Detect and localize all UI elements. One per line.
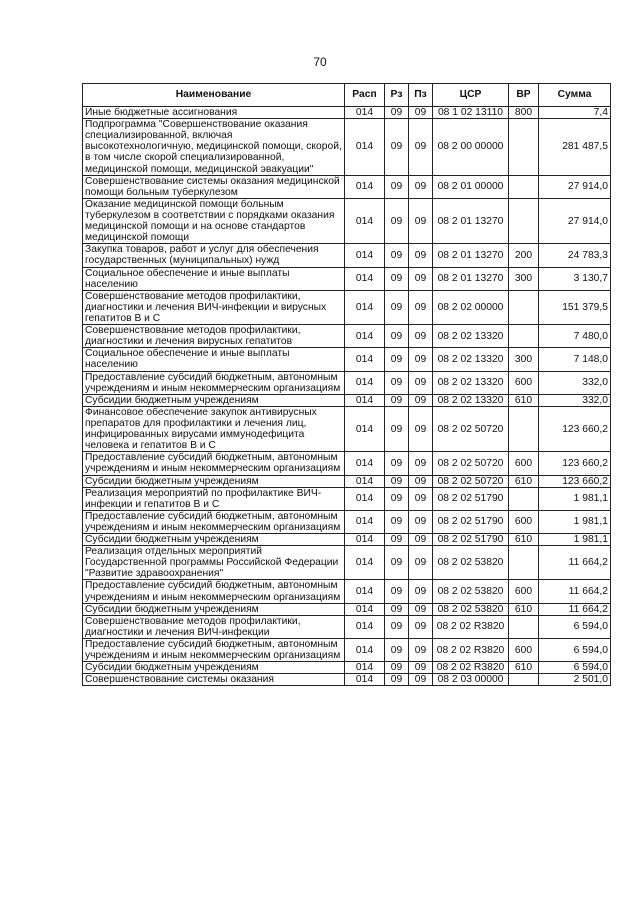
cell-rasp: 014 [345, 580, 385, 603]
cell-sum: 123 660,2 [539, 452, 611, 475]
cell-name: Субсидии бюджетным учреждениям [83, 662, 345, 674]
cell-rz: 09 [385, 603, 409, 615]
cell-rasp: 014 [345, 119, 385, 176]
cell-rz: 09 [385, 662, 409, 674]
cell-csr: 08 2 03 00000 [433, 674, 509, 686]
cell-csr: 08 2 02 13320 [433, 371, 509, 394]
cell-csr: 08 2 01 00000 [433, 175, 509, 198]
cell-vr [509, 406, 539, 451]
cell-name: Предоставление субсидий бюджетным, автономным учреждениям и иным некоммерческим организациям [83, 639, 345, 662]
cell-csr: 08 2 01 13270 [433, 267, 509, 290]
cell-rz: 09 [385, 639, 409, 662]
cell-rz: 09 [385, 371, 409, 394]
table-row [83, 662, 611, 674]
cell-sum: 6 594,0 [539, 639, 611, 662]
cell-sum: 7 148,0 [539, 348, 611, 371]
cell-rasp: 014 [345, 325, 385, 348]
cell-rasp: 014 [345, 198, 385, 243]
cell-rasp: 014 [345, 107, 385, 119]
cell-csr: 08 2 02 53820 [433, 546, 509, 580]
table-row [83, 244, 611, 267]
cell-vr [509, 290, 539, 324]
cell-sum: 1 981,1 [539, 510, 611, 533]
cell-rz: 09 [385, 325, 409, 348]
cell-rasp: 014 [345, 534, 385, 546]
cell-vr [509, 674, 539, 686]
cell-rasp: 014 [345, 487, 385, 510]
cell-csr: 08 2 02 50720 [433, 475, 509, 487]
cell-csr: 08 2 02 51790 [433, 487, 509, 510]
cell-vr [509, 175, 539, 198]
cell-pz: 09 [409, 348, 433, 371]
cell-pz: 09 [409, 452, 433, 475]
cell-rasp: 014 [345, 175, 385, 198]
cell-pz: 09 [409, 290, 433, 324]
table-row [83, 290, 611, 324]
cell-name: Предоставление субсидий бюджетным, автономным учреждениям и иным некоммерческим организациям [83, 580, 345, 603]
table-header-row [83, 84, 611, 107]
cell-vr [509, 615, 539, 638]
cell-pz: 09 [409, 475, 433, 487]
cell-vr: 300 [509, 348, 539, 371]
cell-name: Финансовое обеспечение закупок антивирусных препаратов для профилактики и лечения лиц, инфицированных вирусами иммунодефицита человека и гепатитов В и С [83, 406, 345, 451]
cell-rasp: 014 [345, 348, 385, 371]
cell-rz: 09 [385, 487, 409, 510]
cell-pz: 09 [409, 487, 433, 510]
cell-pz: 09 [409, 107, 433, 119]
table-row [83, 175, 611, 198]
cell-rz: 09 [385, 452, 409, 475]
cell-csr: 08 2 02 R3820 [433, 639, 509, 662]
cell-csr: 08 2 02 00000 [433, 290, 509, 324]
table-row [83, 325, 611, 348]
cell-pz: 09 [409, 580, 433, 603]
cell-rasp: 014 [345, 510, 385, 533]
cell-name: Субсидии бюджетным учреждениям [83, 534, 345, 546]
cell-vr: 800 [509, 107, 539, 119]
table-row [83, 406, 611, 451]
cell-pz: 09 [409, 546, 433, 580]
cell-name: Субсидии бюджетным учреждениям [83, 394, 345, 406]
cell-name: Иные бюджетные ассигнования [83, 107, 345, 119]
cell-sum: 123 660,2 [539, 406, 611, 451]
table-row [83, 452, 611, 475]
cell-name: Совершенствование методов профилактики, диагностики и лечения вирусных гепатитов [83, 325, 345, 348]
cell-sum: 6 594,0 [539, 615, 611, 638]
cell-pz: 09 [409, 198, 433, 243]
cell-rz: 09 [385, 267, 409, 290]
cell-name: Субсидии бюджетным учреждениям [83, 475, 345, 487]
cell-sum: 332,0 [539, 394, 611, 406]
cell-name: Субсидии бюджетным учреждениям [83, 603, 345, 615]
cell-rasp: 014 [345, 244, 385, 267]
table-row [83, 198, 611, 243]
cell-rasp: 014 [345, 603, 385, 615]
cell-sum: 123 660,2 [539, 475, 611, 487]
cell-csr: 08 2 02 R3820 [433, 615, 509, 638]
page-number: 70 [313, 55, 327, 69]
cell-pz: 09 [409, 267, 433, 290]
cell-csr: 08 2 02 50720 [433, 452, 509, 475]
cell-rz: 09 [385, 198, 409, 243]
table-row [83, 603, 611, 615]
cell-vr: 600 [509, 371, 539, 394]
table-row [83, 267, 611, 290]
cell-name: Оказание медицинской помощи больным туберкулезом в соответствии с порядками оказания медицинской помощи и на основе стандартов медицинской помощи [83, 198, 345, 243]
cell-rz: 09 [385, 510, 409, 533]
cell-vr [509, 487, 539, 510]
cell-sum: 6 594,0 [539, 662, 611, 674]
cell-rz: 09 [385, 674, 409, 686]
cell-name: Предоставление субсидий бюджетным, автономным учреждениям и иным некоммерческим организациям [83, 452, 345, 475]
cell-rz: 09 [385, 394, 409, 406]
cell-name: Совершенствование системы оказания [83, 674, 345, 686]
cell-sum: 7 480,0 [539, 325, 611, 348]
table-row [83, 534, 611, 546]
cell-pz: 09 [409, 662, 433, 674]
cell-name: Совершенствование системы оказания медицинской помощи больным туберкулезом [83, 175, 345, 198]
cell-rasp: 014 [345, 452, 385, 475]
cell-rasp: 014 [345, 475, 385, 487]
cell-pz: 09 [409, 175, 433, 198]
cell-sum: 24 783,3 [539, 244, 611, 267]
header-sum: Сумма [539, 84, 611, 107]
cell-vr [509, 325, 539, 348]
cell-pz: 09 [409, 325, 433, 348]
header-rasp: Расп [345, 84, 385, 107]
cell-csr: 08 2 02 51790 [433, 510, 509, 533]
table-row [83, 510, 611, 533]
cell-rz: 09 [385, 107, 409, 119]
cell-rz: 09 [385, 119, 409, 176]
cell-pz: 09 [409, 603, 433, 615]
cell-sum: 332,0 [539, 371, 611, 394]
cell-rz: 09 [385, 546, 409, 580]
cell-vr [509, 119, 539, 176]
cell-vr: 600 [509, 580, 539, 603]
cell-pz: 09 [409, 371, 433, 394]
table-row [83, 394, 611, 406]
cell-sum: 281 487,5 [539, 119, 611, 176]
cell-pz: 09 [409, 119, 433, 176]
cell-sum: 27 914,0 [539, 175, 611, 198]
cell-sum: 1 981,1 [539, 534, 611, 546]
cell-rz: 09 [385, 580, 409, 603]
cell-csr: 08 2 02 13320 [433, 348, 509, 371]
cell-name: Подпрограмма "Совершенствование оказания специализированной, включая высокотехнологичную, медицинской помощи, скорой, в том числе скорой специализированной, медицинской помощи, медицинской эвакуации" [83, 119, 345, 176]
cell-csr: 08 2 02 53820 [433, 603, 509, 615]
cell-rz: 09 [385, 348, 409, 371]
cell-vr: 610 [509, 475, 539, 487]
cell-rz: 09 [385, 615, 409, 638]
cell-pz: 09 [409, 534, 433, 546]
cell-sum: 1 981,1 [539, 487, 611, 510]
cell-name: Предоставление субсидий бюджетным, автономным учреждениям и иным некоммерческим организациям [83, 371, 345, 394]
cell-csr: 08 2 02 51790 [433, 534, 509, 546]
cell-rasp: 014 [345, 662, 385, 674]
cell-csr: 08 2 00 00000 [433, 119, 509, 176]
cell-vr: 300 [509, 267, 539, 290]
cell-name: Реализация отдельных мероприятий Государственной программы Российской Федерации "Развитие здравоохранения" [83, 546, 345, 580]
cell-csr: 08 2 02 13320 [433, 325, 509, 348]
cell-csr: 08 2 02 13320 [433, 394, 509, 406]
cell-vr: 610 [509, 394, 539, 406]
table-row [83, 371, 611, 394]
cell-rasp: 014 [345, 267, 385, 290]
cell-sum: 151 379,5 [539, 290, 611, 324]
cell-vr: 610 [509, 662, 539, 674]
cell-pz: 09 [409, 639, 433, 662]
cell-rasp: 014 [345, 546, 385, 580]
cell-name: Совершенствование методов профилактики, диагностики и лечения ВИЧ-инфекции и вирусных гепатитов В и С [83, 290, 345, 324]
cell-name: Реализация мероприятий по профилактике ВИЧ-инфекции и гепатитов В и С [83, 487, 345, 510]
table-row [83, 674, 611, 686]
cell-csr: 08 2 02 50720 [433, 406, 509, 451]
cell-sum: 11 664,2 [539, 580, 611, 603]
cell-rasp: 014 [345, 394, 385, 406]
cell-sum: 11 664,2 [539, 603, 611, 615]
cell-name: Совершенствование методов профилактики, диагностики и лечения ВИЧ-инфекции [83, 615, 345, 638]
cell-vr: 600 [509, 510, 539, 533]
table-row [83, 107, 611, 119]
cell-pz: 09 [409, 510, 433, 533]
cell-rasp: 014 [345, 615, 385, 638]
cell-csr: 08 2 02 53820 [433, 580, 509, 603]
header-vr: ВР [509, 84, 539, 107]
budget-table [82, 83, 611, 686]
cell-pz: 09 [409, 406, 433, 451]
cell-name: Социальное обеспечение и иные выплаты населению [83, 267, 345, 290]
cell-rasp: 014 [345, 674, 385, 686]
table-body [83, 107, 611, 686]
cell-vr [509, 198, 539, 243]
table-row [83, 348, 611, 371]
header-rz: Рз [385, 84, 409, 107]
cell-rz: 09 [385, 244, 409, 267]
table-row [83, 580, 611, 603]
cell-sum: 2 501,0 [539, 674, 611, 686]
cell-csr: 08 2 01 13270 [433, 198, 509, 243]
cell-rz: 09 [385, 534, 409, 546]
cell-rasp: 014 [345, 406, 385, 451]
table-row [83, 119, 611, 176]
table-row [83, 615, 611, 638]
cell-rz: 09 [385, 175, 409, 198]
cell-pz: 09 [409, 674, 433, 686]
cell-rz: 09 [385, 290, 409, 324]
cell-name: Предоставление субсидий бюджетным, автономным учреждениям и иным некоммерческим организациям [83, 510, 345, 533]
cell-vr: 610 [509, 603, 539, 615]
cell-sum: 11 664,2 [539, 546, 611, 580]
table-row [83, 475, 611, 487]
header-csr: ЦСР [433, 84, 509, 107]
cell-name: Социальное обеспечение и иные выплаты населению [83, 348, 345, 371]
cell-vr: 600 [509, 639, 539, 662]
cell-pz: 09 [409, 615, 433, 638]
cell-pz: 09 [409, 394, 433, 406]
cell-sum: 27 914,0 [539, 198, 611, 243]
cell-sum: 7,4 [539, 107, 611, 119]
table-row [83, 546, 611, 580]
cell-rz: 09 [385, 475, 409, 487]
cell-sum: 3 130,7 [539, 267, 611, 290]
cell-rasp: 014 [345, 371, 385, 394]
table-row [83, 639, 611, 662]
cell-vr: 200 [509, 244, 539, 267]
cell-csr: 08 2 01 13270 [433, 244, 509, 267]
cell-name: Закупка товаров, работ и услуг для обеспечения государственных (муниципальных) нужд [83, 244, 345, 267]
cell-csr: 08 1 02 13110 [433, 107, 509, 119]
cell-csr: 08 2 02 R3820 [433, 662, 509, 674]
cell-rasp: 014 [345, 639, 385, 662]
cell-vr: 610 [509, 534, 539, 546]
header-name: Наименование [83, 84, 345, 107]
cell-vr [509, 546, 539, 580]
cell-pz: 09 [409, 244, 433, 267]
cell-rasp: 014 [345, 290, 385, 324]
table-row [83, 487, 611, 510]
cell-rz: 09 [385, 406, 409, 451]
cell-vr: 600 [509, 452, 539, 475]
header-pz: Пз [409, 84, 433, 107]
